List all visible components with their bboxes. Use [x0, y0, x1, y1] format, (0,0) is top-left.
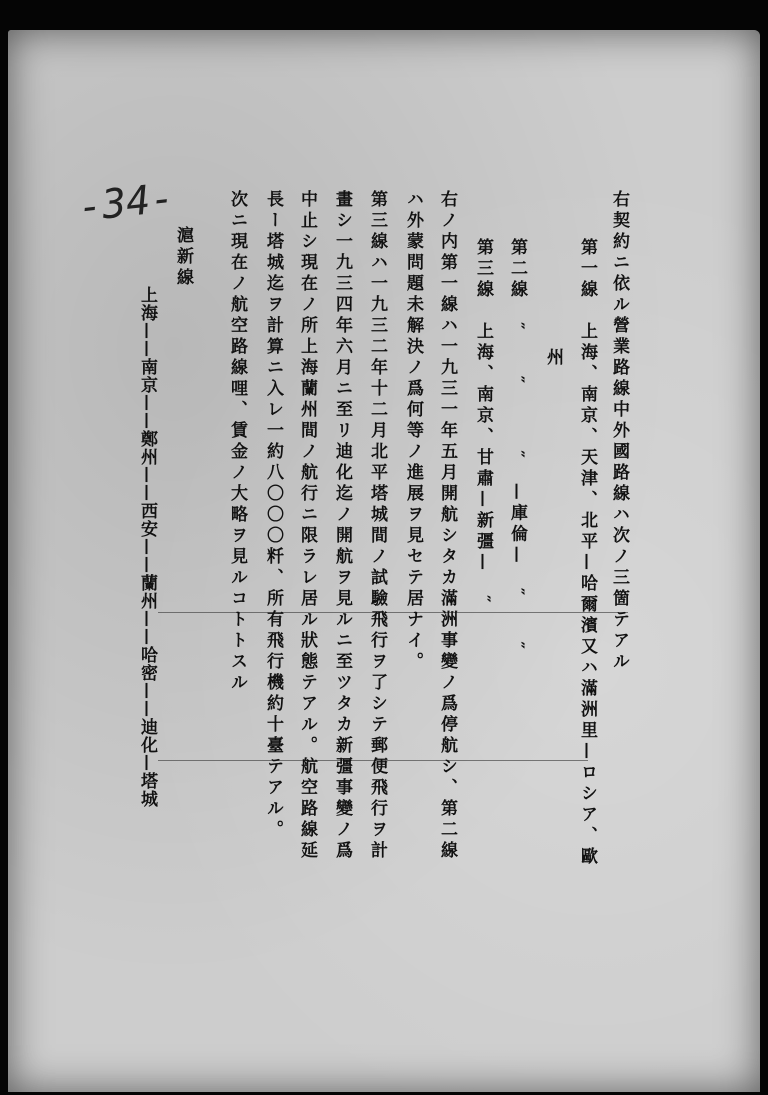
text-column: 第二線 ″ ″ ″ —庫倫— ″ ″ — [507, 238, 527, 653]
text-column: 長ー塔城迄ヲ計算ニ入レ一約八〇〇〇粁、所有飛行機約十臺テアル。 — [263, 190, 283, 841]
text-column: 次ニ現在ノ航空路線哩、賃金ノ大略ヲ見ルコトトスル — [227, 190, 247, 694]
text-column: 第一線 上海、南京、天津、北平—哈爾濱又ハ滿洲里—ロシア、歐 — [577, 238, 597, 868]
text-column: 州 — [543, 348, 563, 369]
text-column: 右契約ニ依ル營業路線中外國路線ハ次ノ三箇テアル — [609, 190, 629, 673]
text-column: 右ノ内第一線ハ一九三一年五月開航シタカ滿洲事變ノ爲停航シ、第二線 — [437, 190, 457, 862]
text-column: 畫シ一九三四年六月ニ至リ迪化迄ノ開航ヲ見ルニ至ツタカ新彊事變ノ爲 — [332, 190, 352, 862]
text-column: 滬新線 — [173, 226, 193, 289]
text-column: 上海——南京——鄭州——西安——蘭州——哈密——迪化—塔城 — [137, 286, 157, 808]
text-column: 第三線ハ一九三二年十二月北平塔城間ノ試驗飛行ヲ了シテ郵便飛行ヲ計 — [367, 190, 387, 862]
document-page — [8, 30, 760, 1092]
page-number: -34- — [75, 175, 177, 231]
text-column: 第三線 上海、南京、甘肅—新彊— ″ — [473, 238, 493, 607]
text-column: ハ外蒙問題未解決ノ爲何等ノ進展ヲ見セテ居ナイ。 — [403, 190, 423, 673]
text-column: 中止シ現在ノ所上海蘭州間ノ航行ニ限ラレ居ル狀態テアル。航空路線延 — [297, 190, 317, 862]
